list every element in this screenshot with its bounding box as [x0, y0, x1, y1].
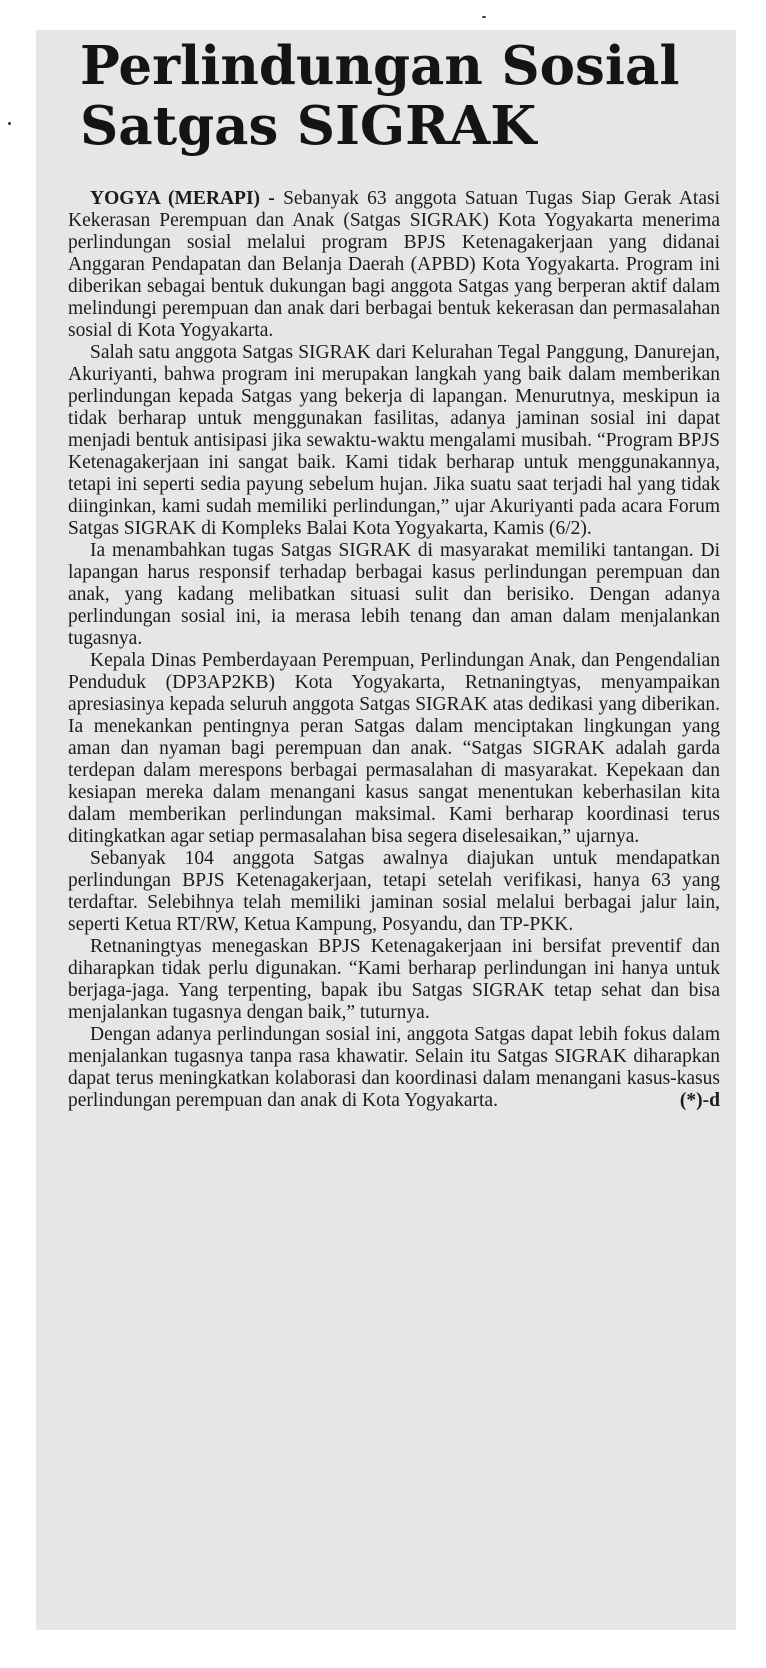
paragraph-1: [68, 188, 720, 342]
print-speck: [8, 122, 11, 125]
paragraph-4: Kepala Dinas Pemberdayaan Perempuan, Perlindungan Anak, dan Pengendalian Penduduk (DP3AP2KB) Kota Yogyakarta, Retnaningtyas, menyampaikan apresiasinya kepada seluruh anggota Satgas SIGRAK atas dedikasi yang diberikan. Ia menekankan pentingnya peran Satgas dalam menciptakan lingkungan yang aman dan nyaman bagi perempuan dan anak. “Satgas SIGRAK adalah garda terdepan dalam merespons berbagai permasalahan di masyarakat. Kepekaan dan kesiapan mereka dalam menangani kasus sangat menentukan keberhasilan kita dalam memberikan perlindungan maksimal. Kami berharap koordinasi terus ditingkatkan agar setiap permasalahan bisa segera diselesaikan,” ujarnya.: [68, 650, 720, 847]
paragraph-1-text: Sebanyak 63 anggota Satuan Tugas Siap Gerak Atasi Kekerasan Perempuan dan Anak (Satgas SIGRAK) Kota Yogyakarta menerima perlindungan sosial melalui program BPJS Ketenagakerjaan yang didanai Anggaran Pendapatan dan Belanja Daerah (APBD) Kota Yogyakarta. Program ini diberikan sebagai bentuk dukungan bagi anggota Satgas yang berperan aktif dalam melindungi perempuan dan anak dari berbagai bentuk kekerasan dan permasalahan sosial di Kota Yogyakarta.: [68, 188, 720, 341]
paragraph-3: Ia menambahkan tugas Satgas SIGRAK di masyarakat memiliki tantangan. Di lapangan harus responsif terhadap berbagai kasus perlindungan perempuan dan anak, yang kadang melibatkan situasi sulit dan berisiko. Dengan adanya perlindungan sosial ini, ia merasa lebih tenang dan aman dalam menjalankan tugasnya.: [68, 540, 720, 649]
paragraph-2: Salah satu anggota Satgas SIGRAK dari Kelurahan Tegal Panggung, Danurejan, Akuriyanti, bahwa program ini merupakan langkah yang baik dalam memberikan perlindungan kepada Satgas yang bekerja di lapangan. Menurutnya, meskipun ia tidak berharap untuk menggunakan fasilitas, adanya jaminan sosial ini dapat menjadi bentuk antisipasi jika sewaktu-waktu mengalami musibah. “Program BPJS Ketenagakerjaan ini sangat baik. Kami tidak berharap untuk menggunakannya, tetapi ini seperti sedia payung sebelum hujan. Jika suatu saat terjadi hal yang tidak diinginkan, kami sudah memiliki perlindungan,” ujar Akuriyanti pada acara Forum Satgas SIGRAK di Kompleks Balai Kota Yogyakarta, Kamis (6/2).: [68, 342, 720, 539]
author-signoff: (*)-d: [679, 1090, 720, 1111]
headline-line-2: Satgas SIGRAK: [80, 95, 537, 157]
dateline: YOGYA (MERAPI) -: [90, 188, 275, 209]
paragraph-7: Dengan adanya perlindungan sosial ini, anggota Satgas dapat lebih fokus dalam menjalankan tugasnya tanpa rasa khawatir. Selain itu Satgas SIGRAK diharapkan dapat terus meningkatkan kolaborasi dan koordinasi dalam menangani kasus-kasus perlindungan perempuan dan anak di Kota Yogyakarta.: [68, 1024, 720, 1111]
paragraph-6: Retnaningtyas menegaskan BPJS Ketenagakerjaan ini bersifat preventif dan diharapkan tidak perlu digunakan. “Kami berharap perlindungan ini hanya untuk berjaga-jaga. Yang terpenting, bapak ibu Satgas SIGRAK tetap sehat dan bisa menjalankan tugasnya dengan baik,” tuturnya.: [68, 936, 720, 1023]
paragraph-5: Sebanyak 104 anggota Satgas awalnya diajukan untuk mendapatkan perlindungan BPJS Ketenagakerjaan, tetapi setelah verifikasi, hanya 63 yang terdaftar. Selebihnya telah memiliki jaminan sosial melalui berbagai jalur lain, seperti Ketua RT/RW, Ketua Kampung, Posyandu, dan TP-PKK.: [68, 848, 720, 935]
headline-line-1: Perlindungan Sosial: [80, 35, 680, 97]
print-speck: [482, 16, 486, 18]
headline: [80, 36, 740, 156]
article-body: [68, 188, 720, 1112]
